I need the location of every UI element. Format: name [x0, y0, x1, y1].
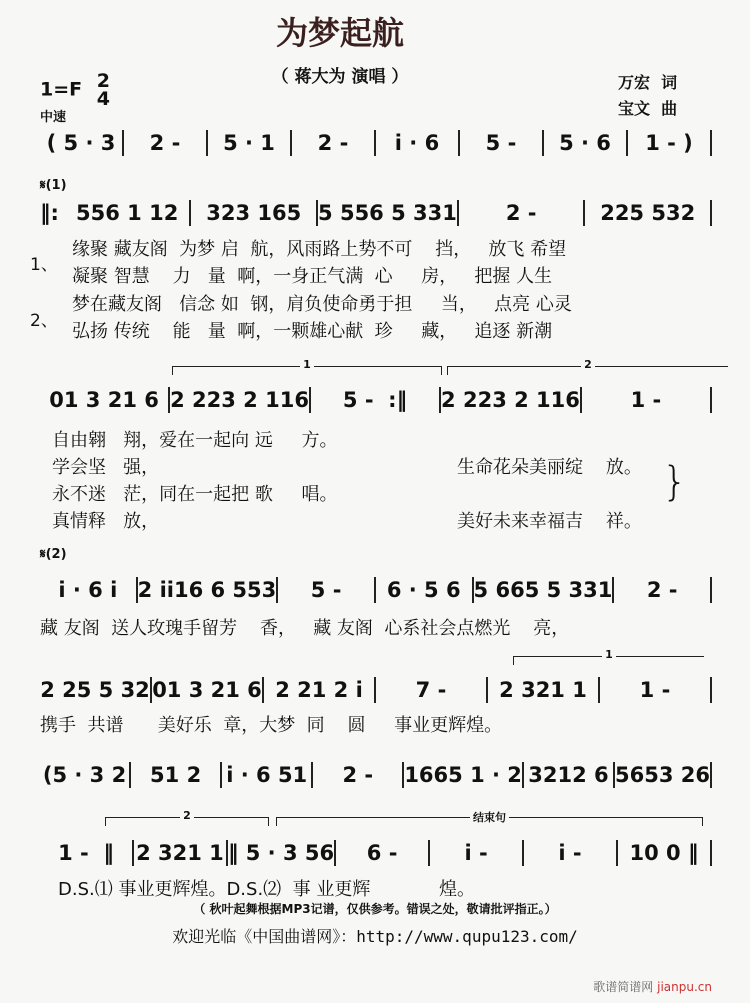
bar-line — [710, 840, 712, 866]
notation-row — [40, 198, 712, 228]
repeat-start: ‖: — [40, 201, 59, 225]
measure: 1 - ‖ — [58, 841, 114, 865]
measure: 2 21 2 i — [275, 678, 363, 702]
lyric-line: 弘扬 传统 能 量 啊，一颗雄心献 珍 藏， 追逐 新潮 — [72, 321, 553, 342]
measure: 5 - — [485, 131, 517, 155]
notation-row — [40, 385, 712, 415]
measure: ‖ 5 · 3 56 — [227, 841, 335, 865]
measure: i - — [464, 841, 488, 865]
time-top: 2 — [96, 70, 110, 92]
measure: 5 665 5 331 — [473, 578, 613, 602]
lyric-line: 携手 共谱 美好乐 章，大梦 同 圆 事业更辉煌。 — [40, 715, 503, 736]
transcription-credit: （ 秋叶起舞根据MP3记谱，仅供参考。错误之处，敬请批评指正。） — [193, 902, 557, 916]
measure: 5 - — [310, 578, 342, 602]
measure: 5653 26 — [614, 763, 710, 787]
measure: i · 6 i — [58, 578, 118, 602]
bar-line — [710, 762, 712, 788]
measure: 6 · 5 6 — [386, 578, 461, 602]
measure: (5 · 3 2 — [42, 763, 127, 787]
bar-line — [710, 130, 712, 156]
tempo-marking: 中速 — [40, 110, 67, 125]
website-link[interactable]: 欢迎光临《中国曲谱网》：http://www.qupu123.com/ — [172, 927, 578, 946]
segno-2: 𝄋(2) — [40, 547, 67, 562]
lyric-line: D.S.⑴ 事业更辉煌。D.S.⑵ 事 业更辉 煌。 — [58, 879, 476, 900]
watermark: 歌谱简谱网 jianpu.cn — [593, 980, 712, 994]
bar-line — [710, 387, 712, 413]
measure: 2 - — [149, 131, 181, 155]
lyric-line: 美好未来幸福吉 祥。 — [457, 511, 642, 532]
measure: 556 1 12 — [76, 201, 179, 225]
lyric-line: 藏 友阁 送人玫瑰手留芳 香， 藏 友阁 心系社会点燃光 亮， — [40, 618, 570, 639]
lyric-line: 缘聚 藏友阁 为梦 启 航，风雨路上势不可 挡， 放飞 希望 — [72, 239, 567, 260]
verse-label-1: 1、 — [30, 255, 58, 275]
volta-2b: 2 — [105, 817, 269, 826]
lyric-line: 永不迷 茫，同在一起把 歌 唱。 — [52, 484, 338, 505]
measure: 2 - — [505, 201, 537, 225]
measure: 2 321 1 — [499, 678, 587, 702]
volta-1: 1 — [172, 366, 442, 375]
measure: 2 - — [317, 131, 349, 155]
notation-row — [40, 760, 712, 790]
lyric-line: 自由翱 翔，爱在一起向 远 方。 — [52, 430, 338, 451]
measure: i - — [558, 841, 582, 865]
measure: ( 5 · 3 — [46, 131, 116, 155]
time-bottom: 4 — [96, 88, 110, 110]
measure: 7 - — [415, 678, 447, 702]
ending-bracket: 结束句 — [276, 817, 703, 826]
lyric-line: 学会坚 强， — [52, 457, 160, 478]
time-signature — [97, 72, 110, 108]
measure: 2 321 1 — [136, 841, 224, 865]
measure: 2 223 2 116 — [441, 388, 580, 412]
measure: 1 - ) — [645, 131, 693, 155]
bar-line — [710, 677, 712, 703]
measure: i · 6 — [394, 131, 440, 155]
measure: 5 556 5 331 — [318, 201, 457, 225]
song-title: 为梦起航 — [275, 14, 404, 52]
measure: 1 - — [639, 678, 671, 702]
measure: 2 ii16 6 553 — [137, 578, 277, 602]
bar-line — [710, 200, 712, 226]
composer: 宝文 曲 — [618, 99, 678, 118]
measure: 2 - — [646, 578, 678, 602]
key-signature — [40, 72, 110, 108]
verse-label-2: 2、 — [30, 311, 58, 331]
measure: 1 - — [630, 388, 662, 412]
bar-line — [710, 577, 712, 603]
measure: 5 · 1 — [223, 131, 275, 155]
measure: 5 · 6 — [559, 131, 611, 155]
lyric-line: 真情释 放， — [52, 511, 160, 532]
key-label: 1=F — [40, 78, 83, 101]
measure: 2 - — [342, 763, 374, 787]
lyric-line: 凝聚 智慧 力 量 啊，一身正气满 心 房， 把握 人生 — [72, 266, 553, 287]
measure: 2 25 5 32 — [40, 678, 150, 702]
measure: 01 3 21 6 — [49, 388, 159, 412]
measure: i · 6 51 — [226, 763, 308, 787]
segno-1: 𝄋(1) — [40, 178, 67, 193]
measure: 5 - :‖ — [342, 388, 408, 412]
measure: 6 - — [366, 841, 398, 865]
lyric-line: 生命花朵美丽绽 放。 — [457, 457, 642, 478]
lyric-line: 梦在藏友阁 信念 如 钢，肩负使命勇于担 当， 点亮 心灵 — [72, 294, 572, 315]
notation-row — [40, 128, 712, 158]
singer-credit: （ 蒋大为 演唱 ） — [271, 67, 409, 87]
volta-1b: 1 — [513, 656, 704, 665]
measure: 2 223 2 116 — [170, 388, 309, 412]
measure: 1665 1 · 2 — [404, 763, 522, 787]
measure: 225 532 — [600, 201, 696, 225]
notation-row — [40, 838, 712, 868]
notation-row — [40, 575, 712, 605]
measure: 01 3 21 6 — [152, 678, 262, 702]
notation-row — [40, 675, 712, 705]
lyricist: 万宏 词 — [618, 73, 678, 92]
measure: 3212 6 — [528, 763, 609, 787]
measure: 51 2 — [150, 763, 202, 787]
measure: 10 0 ‖ — [629, 841, 699, 865]
measure: 323 165 — [206, 201, 302, 225]
brace: } — [662, 459, 688, 505]
volta-2: 2 — [447, 366, 728, 375]
